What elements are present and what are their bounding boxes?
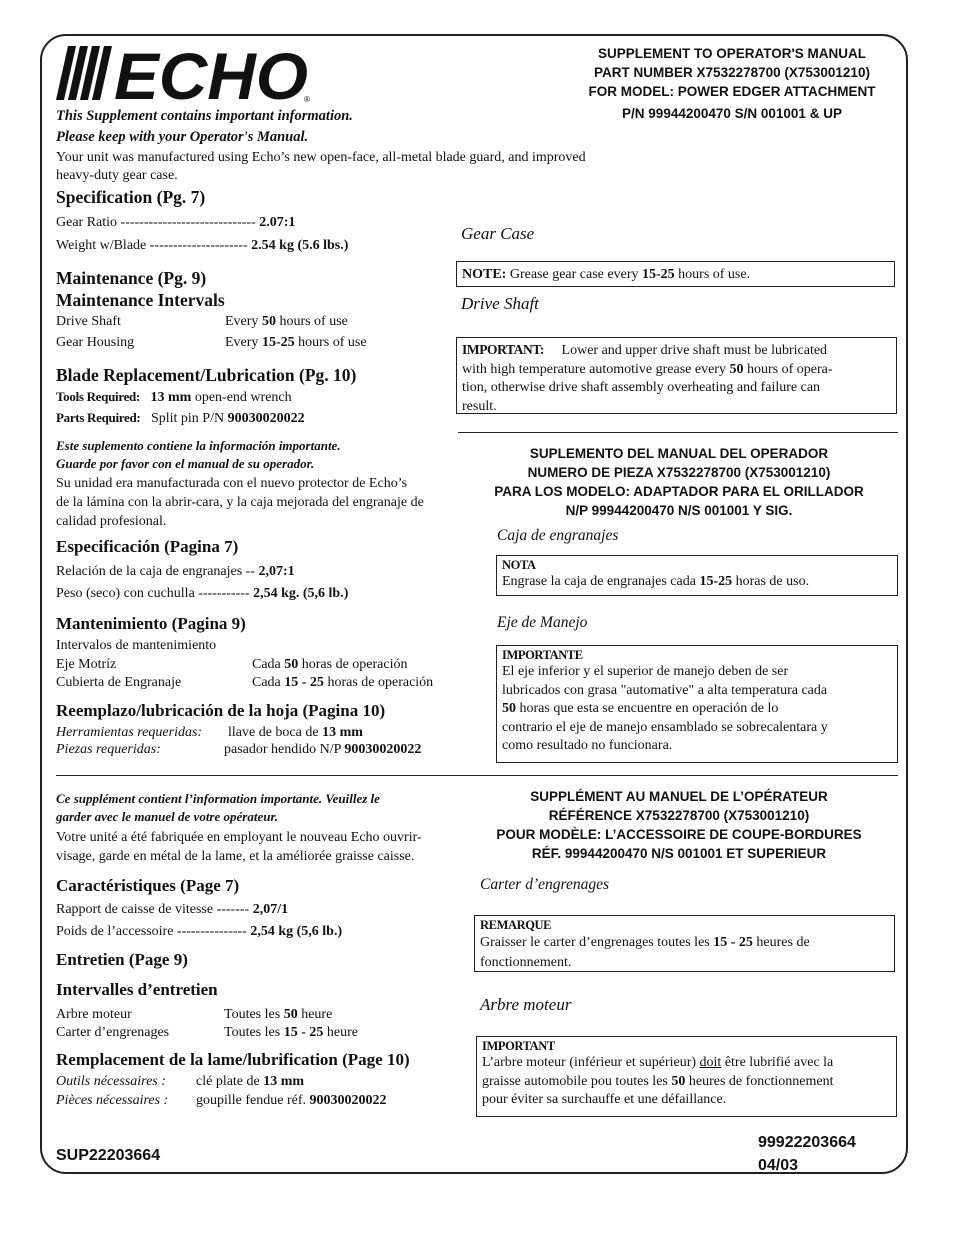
divider <box>458 432 898 433</box>
es-maint-item: Cubierta de Engranaje <box>56 675 182 690</box>
fr-maint-item: Arbre moteur <box>56 1007 132 1022</box>
fr-spec-row: Rapport de caisse de vitesse ------- 2,07/1 <box>56 902 289 917</box>
es-maint-item: Eje Motríz <box>56 657 117 672</box>
en-tools-required: Tools Required: 13 mm open-end wrench <box>56 389 292 405</box>
es-spec-row: Peso (seco) con cuchulla ----------- 2,54 kg. (5,6 lb.) <box>56 586 349 601</box>
en-maint-interval: Every 15-25 hours of use <box>225 335 367 350</box>
es-maint-heading: Mantenimiento (Pagina 9) <box>56 614 246 633</box>
en-spec-heading: Specification (Pg. 7) <box>56 187 206 207</box>
en-note-box: NOTE: Grease gear case every 15-25 hours of use. <box>456 261 895 287</box>
es-parts-value: pasador hendido N/P 90030020022 <box>224 742 422 757</box>
es-blade-heading: Reemplazo/lubricación de la hoja (Pagina 10) <box>56 701 386 720</box>
en-spec-row: Weight w/Blade --------------------- 2.54 kg (5.6 lbs.) <box>56 238 349 253</box>
fr-drive-shaft-heading: Arbre moteur <box>480 995 572 1014</box>
en-gear-case-heading: Gear Case <box>461 224 535 243</box>
fr-intro-bold: Ce supplément contient l’information importante. Veuillez le garder avec le manuel de votre opérateur. <box>56 791 380 824</box>
es-intro-text: Su unidad era manufacturada con el nuevo protector de Echo’s de la lámina con la abrir-cara, y la caja mejorada del engranaje de calidad profesional. <box>56 476 424 529</box>
svg-text:ECHO: ECHO <box>114 44 308 104</box>
fr-parts-label: Pièces nécessaires : <box>56 1093 169 1108</box>
fr-gear-case-heading: Carter d’engrenages <box>480 876 610 893</box>
en-maint-item: Drive Shaft <box>56 314 121 329</box>
fr-blade-heading: Remplacement de la lame/lubrification (Page 10) <box>56 1050 410 1069</box>
fr-important-box: IMPORTANT L’arbre moteur (inférieur et supérieur) doit être lubrifié avec la graisse automobile pou toutes les 50 heures de fonctionnement pour éviter sa surchauffe et une défaillance. <box>476 1036 897 1117</box>
es-supplement-title: SUPLEMENTO DEL MANUAL DEL OPERADOR NUMERO DE PIEZA X7532278700 (X753001210) PARA LOS MODELO: ADAPTADOR PARA EL ORILLADOR N/P 99944200470 N/S 001001 Y SIG. <box>494 446 864 518</box>
en-maint-interval: Every 50 hours of use <box>225 314 348 329</box>
es-maint-interval: Cada 50 horas de operación <box>252 657 408 672</box>
en-maint-subheading: Maintenance Intervals <box>56 290 225 310</box>
es-tools-value: llave de boca de 13 mm <box>228 725 363 740</box>
es-note-box: NOTA Engrase la caja de engranajes cada 15-25 horas de uso. <box>496 555 898 596</box>
sup-code: SUP22203664 <box>56 1147 161 1164</box>
en-drive-shaft-heading: Drive Shaft <box>461 294 539 313</box>
en-maint-heading: Maintenance (Pg. 9) <box>56 268 207 288</box>
en-parts-required: Parts Required: Split pin P/N 90030020022 <box>56 410 305 426</box>
fr-spec-row: Poids de l’accessoire --------------- 2,54 kg (5,6 lb.) <box>56 924 343 939</box>
en-important-box: IMPORTANT: Lower and upper drive shaft must be lubricated with high temperature automotive grease every 50 hours of opera- tion, otherwise drive shaft assembly overheating and failure can result. <box>456 337 897 414</box>
en-supplement-title: SUPPLEMENT TO OPERATOR'S MANUAL PART NUMBER X7532278700 (X753001210) FOR MODEL: POWER EDGER ATTACHMENT P/N 99944200470 S/N 001001 & UP <box>588 46 876 121</box>
fr-maint-subheading: Intervalles d’entretien <box>56 980 218 999</box>
es-intro-bold: Este suplemento contiene la información importante. Guarde por favor con el manual de su operador. <box>56 438 341 471</box>
es-maint-subheading: Intervalos de mantenimiento <box>56 638 217 653</box>
fr-spec-heading: Caractéristiques (Page 7) <box>56 876 240 895</box>
en-intro-bold: This Supplement contains important information. Please keep with your Operator's Manual. <box>56 108 353 145</box>
es-spec-row: Relación de la caja de engranajes -- 2,07:1 <box>56 564 295 579</box>
fr-note-box: REMARQUE Graisser le carter d’engrenages toutes les 15 - 25 heures de fonctionnement. <box>474 915 895 972</box>
fr-maint-interval: Toutes les 50 heure <box>224 1007 333 1022</box>
fr-maint-heading: Entretien (Page 9) <box>56 950 188 969</box>
fr-supplement-title: SUPPLÉMENT AU MANUEL DE L’OPÉRATEUR RÉFÉRENCE X7532278700 (X753001210) POUR MODÈLE: L’ACCESSOIRE DE COUPE-BORDURES RÉF. 99944200470 N/S 001001 ET SUPERIEUR <box>496 789 862 861</box>
fr-parts-value: goupille fendue réf. 90030020022 <box>196 1093 387 1108</box>
fr-maint-item: Carter d’engrenages <box>56 1025 170 1040</box>
fr-tools-label: Outils nécessaires : <box>56 1074 166 1089</box>
es-important-box: IMPORTANTE El eje inferior y el superior de manejo deben de ser lubricados con grasa "automative" a alta temperatura cada 50 horas que esta se encuentre en operación de lo contrario el eje de manejo ensamblado se sobrecalentara y como resultado no funcionara. <box>496 645 898 763</box>
es-gear-case-heading: Caja de engranajes <box>497 527 619 544</box>
fr-tools-value: clé plate de 13 mm <box>196 1074 305 1089</box>
doc-number-date: 99922203664 04/03 <box>758 1134 856 1174</box>
es-parts-label: Piezas requeridas: <box>56 742 161 757</box>
en-blade-heading: Blade Replacement/Lubrication (Pg. 10) <box>56 365 357 385</box>
es-tools-label: Herramientas requeridas: <box>56 725 203 740</box>
es-spec-heading: Especificación (Pagina 7) <box>56 537 239 556</box>
en-intro-text: Your unit was manufactured using Echo’s new open-face, all-metal blade guard, and improved heavy-duty gear case. <box>56 150 586 183</box>
en-spec-row: Gear Ratio ----------------------------- 2.07:1 <box>56 215 296 230</box>
fr-maint-interval: Toutes les 15 - 25 heure <box>224 1025 358 1040</box>
en-maint-item: Gear Housing <box>56 335 135 350</box>
divider <box>56 775 898 776</box>
echo-logo <box>54 44 316 104</box>
es-drive-shaft-heading: Eje de Manejo <box>497 614 588 631</box>
svg-text:®: ® <box>304 95 310 104</box>
fr-intro-text: Votre unité a été fabriquée en employant le nouveau Echo ouvrir- visage, garde en métal de la lame, et la améliorée graisse caisse. <box>56 830 422 864</box>
es-maint-interval: Cada 15 - 25 horas de operación <box>252 675 434 690</box>
